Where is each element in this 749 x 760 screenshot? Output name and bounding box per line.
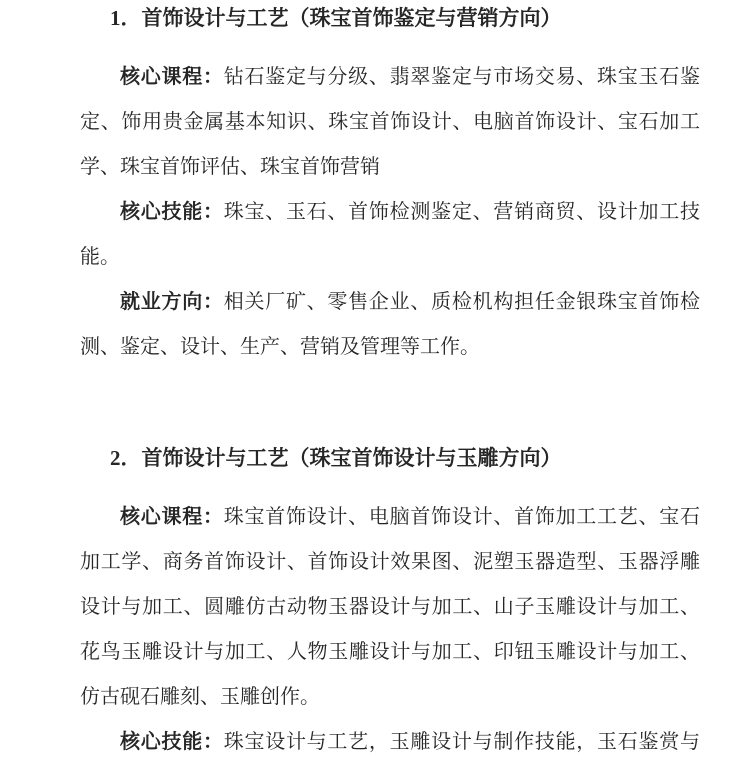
text-line: 定、饰用贵金属基本知识、珠宝首饰设计、电脑首饰设计、宝石加工 <box>80 111 700 133</box>
section-jewelry-appraisal-marketing <box>80 0 700 370</box>
paragraph-core-skills <box>80 190 700 280</box>
text-line: 加工学、商务首饰设计、首饰设计效果图、泥塑玉器造型、玉器浮雕 <box>80 551 700 573</box>
section-jewelry-design-jade-carving <box>80 436 700 760</box>
text-line: 测、鉴定、设计、生产、营销及管理等工作。 <box>80 336 480 358</box>
text-line: 花鸟玉雕设计与加工、人物玉雕设计与加工、印钮玉雕设计与加工、 <box>80 641 700 663</box>
text-line <box>80 720 700 760</box>
text-line <box>80 55 700 100</box>
paragraph-text: 珠宝首饰设计、电脑首饰设计、首饰加工工艺、宝石 <box>223 506 701 528</box>
paragraph-core-skills <box>80 720 700 760</box>
paragraph-core-courses <box>80 55 700 190</box>
text-line: 学、珠宝首饰评估、珠宝首饰营销 <box>80 156 380 178</box>
paragraph-label: 核心技能： <box>120 201 224 223</box>
text-line <box>80 495 700 540</box>
paragraph-text: 珠宝设计与工艺，玉雕设计与制作技能，玉石鉴赏与 <box>223 731 701 753</box>
text-line <box>80 280 700 325</box>
paragraph-label: 就业方向： <box>120 291 224 313</box>
section-heading: 1．首饰设计与工艺（珠宝首饰鉴定与营销方向） <box>110 6 562 30</box>
text-line: 设计与加工、圆雕仿古动物玉器设计与加工、山子玉雕设计与加工、 <box>80 596 700 618</box>
paragraph-employment <box>80 280 700 370</box>
text-line <box>80 190 700 235</box>
paragraph-core-courses <box>80 495 700 720</box>
section-heading: 2．首饰设计与工艺（珠宝首饰设计与玉雕方向） <box>110 446 562 470</box>
paragraph-label: 核心课程： <box>120 66 224 88</box>
text-line: 能。 <box>80 246 120 268</box>
paragraph-text: 钻石鉴定与分级、翡翠鉴定与市场交易、珠宝玉石鉴 <box>223 66 701 88</box>
paragraph-text: 珠宝、玉石、首饰检测鉴定、营销商贸、设计加工技 <box>223 201 701 223</box>
paragraph-label: 核心课程： <box>120 506 224 528</box>
text-line: 仿古砚石雕刻、玉雕创作。 <box>80 686 320 708</box>
paragraph-label: 核心技能： <box>120 731 224 753</box>
paragraph-text: 相关厂矿、零售企业、质检机构担任金银珠宝首饰检 <box>223 291 701 313</box>
